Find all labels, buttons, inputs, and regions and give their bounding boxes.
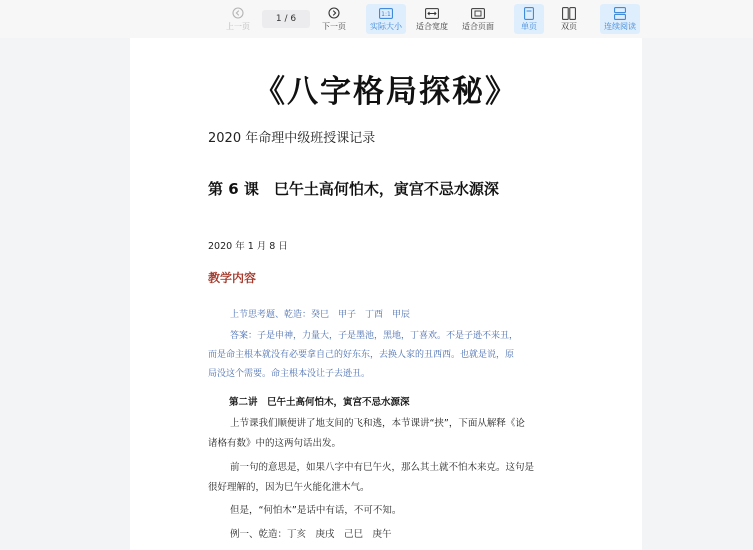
fit-width-button[interactable] (414, 4, 450, 34)
fit-width-icon (425, 6, 439, 20)
prev-page-label: 上一页 (226, 22, 250, 31)
single-page-label: 单页 (521, 22, 537, 31)
continuous-reading-label: 连续阅读 (604, 22, 636, 31)
document-subtitle: 2020 年命理中级班授课记录 (208, 131, 376, 146)
toolbar (0, 0, 753, 38)
body-line: 诸格有数》中的这两句话出发。 (208, 437, 342, 449)
single-page-icon (524, 6, 534, 20)
continuous-reading-button[interactable] (600, 4, 640, 34)
double-page-label: 双页 (561, 22, 577, 31)
body-line (208, 414, 570, 434)
answer-line: 而是命主根本就没有必要拿自己的好东东，去换人家的丑西西。也就是说，原 (208, 350, 515, 360)
review-question (208, 306, 570, 325)
body-line-text: 上节课我们顺便讲了地支间的飞和逃，本节课讲“挟”，下面从解释《论 (230, 418, 525, 429)
body-paragraph (208, 501, 570, 521)
answer-line (208, 327, 570, 346)
double-page-button[interactable] (554, 4, 584, 34)
body-paragraph (208, 414, 570, 453)
body-line (208, 458, 570, 478)
prev-page-button[interactable] (222, 4, 254, 34)
svg-text:1:1: 1:1 (381, 10, 391, 18)
fit-page-button[interactable] (460, 4, 496, 34)
page-indicator[interactable]: 1 / 6 (262, 10, 310, 28)
example-line (208, 525, 570, 545)
document-title: 《八字格局探秘》 (254, 74, 518, 110)
answer-line-text: 答案：子是申神，力量大，子是墨池，黑地，丁喜欢。不是子逊不来丑， (230, 331, 519, 341)
fit-page-label: 适合页面 (462, 22, 494, 31)
actual-size-button[interactable] (366, 4, 406, 34)
arrow-left-circle-icon (232, 6, 244, 20)
lecture-heading: 第二讲 巳午土高何怕木，寅宫不忌水源深 (229, 397, 410, 408)
body-line-text: 但是，“何怕木”是话中有话，不可不知。 (230, 505, 402, 516)
lesson-title: 第 6 课 巳午土高何怕木，寅宫不忌水源深 (208, 180, 499, 198)
actual-size-icon (379, 6, 393, 20)
continuous-reading-icon (614, 6, 626, 20)
section-heading: 教学内容 (208, 271, 257, 285)
body-line: 很好理解的，因为巳午火能化泄木气。 (208, 481, 370, 493)
document-page (130, 38, 642, 550)
example-text: 例一、乾造：丁亥 庚戌 己巳 庚午 (230, 529, 392, 540)
actual-size-label: 实际大小 (370, 22, 402, 31)
lesson-date: 2020 年 1 月 8 日 (208, 241, 288, 252)
review-question-text: 上节思考题、乾造：癸巳 甲子 丁酉 甲辰 (230, 310, 411, 320)
single-page-button[interactable] (514, 4, 544, 34)
body-paragraph (208, 458, 570, 497)
next-page-button[interactable] (318, 4, 350, 34)
arrow-right-circle-icon (328, 6, 340, 20)
body-line-text: 前一句的意思是，如果八字中有巳午火，那么其土就不怕木来克。这句是 (230, 462, 535, 473)
next-page-label: 下一页 (322, 22, 346, 31)
fit-width-label: 适合宽度 (416, 22, 448, 31)
fit-page-icon (471, 6, 485, 20)
double-page-icon (562, 6, 576, 20)
answer-paragraph (208, 327, 570, 384)
answer-line: 局没这个需要。命主根本没让子去逊丑。 (208, 369, 371, 379)
